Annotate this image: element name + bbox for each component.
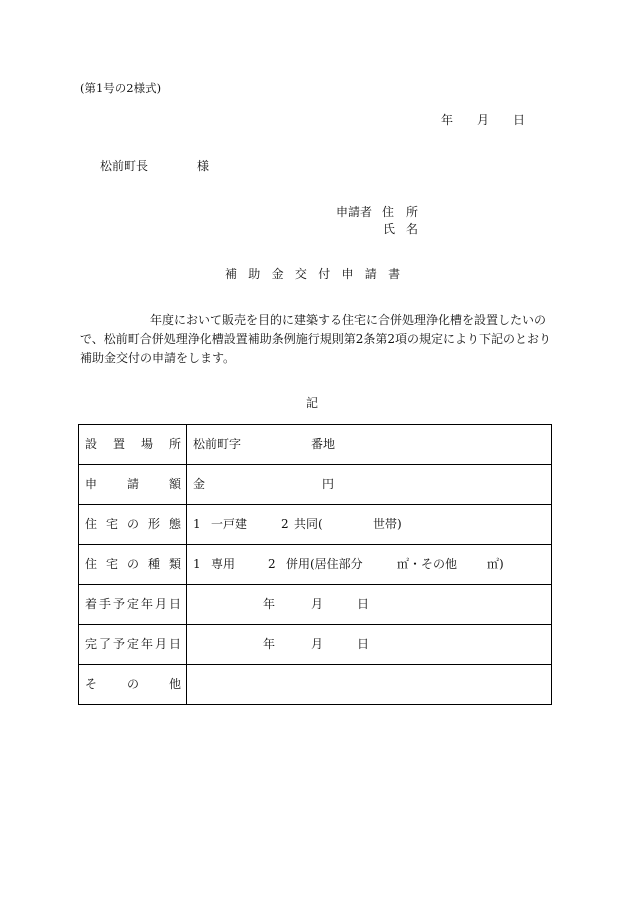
row-label-housing-type: 住宅の種類 bbox=[79, 545, 187, 584]
table-row bbox=[79, 665, 551, 704]
applicant-label: 申請者 bbox=[336, 205, 373, 219]
date-month-label: 月 bbox=[477, 113, 490, 127]
day-label: 日 bbox=[357, 597, 370, 611]
table-row bbox=[79, 425, 551, 465]
location-suffix: 番地 bbox=[311, 437, 336, 451]
location-prefix: 松前町字 bbox=[193, 437, 242, 451]
other-area-unit: ㎡) bbox=[487, 557, 504, 571]
option-detached-house: 一戸建 bbox=[211, 517, 248, 531]
installation-location-field bbox=[187, 425, 551, 464]
row-label-completion-date: 完了予定年月日 bbox=[79, 625, 187, 664]
body-text-line: 補助金交付の申請をします。 bbox=[80, 351, 236, 365]
document-title: 補助金交付申請書 bbox=[225, 267, 412, 281]
option-number: 1 bbox=[193, 557, 201, 571]
option-exclusive-use: 専用 bbox=[211, 557, 236, 571]
completion-date-field bbox=[187, 625, 551, 664]
form-number: (第1号の2様式) bbox=[80, 81, 162, 95]
other-field bbox=[187, 665, 551, 704]
row-label-other: その他 bbox=[79, 665, 187, 704]
amount-prefix: 金 bbox=[193, 477, 206, 491]
option-shared-house: 共同( bbox=[294, 517, 323, 531]
households-unit: 世帯) bbox=[373, 517, 402, 531]
housing-type-field bbox=[187, 545, 551, 584]
row-label-housing-form: 住宅の形態 bbox=[79, 505, 187, 544]
addressee-honorific: 様 bbox=[197, 159, 210, 173]
option-number: 2 bbox=[281, 517, 289, 531]
amount-unit: 円 bbox=[322, 477, 335, 491]
year-label: 年 bbox=[263, 597, 276, 611]
note-heading: 記 bbox=[306, 396, 319, 410]
requested-amount-field bbox=[187, 465, 551, 504]
row-label-start-date: 着手予定年月日 bbox=[79, 585, 187, 624]
body-text-line: 年度において販売を目的に建築する住宅に合併処理浄化槽を設置したいの bbox=[150, 313, 547, 327]
addressee-name: 松前町長 bbox=[100, 159, 149, 173]
year-label: 年 bbox=[263, 637, 276, 651]
month-label: 月 bbox=[311, 637, 324, 651]
option-mixed-use: 併用(居住部分 bbox=[286, 557, 363, 571]
housing-form-field bbox=[187, 505, 551, 544]
table-row bbox=[79, 545, 551, 585]
day-label: 日 bbox=[357, 637, 370, 651]
date-year-label: 年 bbox=[441, 113, 454, 127]
date-day-label: 日 bbox=[513, 113, 526, 127]
applicant-name-label: 氏名 bbox=[383, 222, 430, 236]
table-row bbox=[79, 465, 551, 505]
option-number: 2 bbox=[268, 557, 276, 571]
body-text-line: で、松前町合併処理浄化槽設置補助条例施行規則第2条第2項の規定により下記のとおり bbox=[80, 332, 552, 346]
table-row bbox=[79, 625, 551, 665]
detail-table bbox=[78, 424, 552, 705]
applicant-address-label: 住所 bbox=[382, 205, 431, 219]
row-label-requested-amount: 申請額 bbox=[79, 465, 187, 504]
option-number: 1 bbox=[193, 517, 201, 531]
table-row bbox=[79, 505, 551, 545]
month-label: 月 bbox=[311, 597, 324, 611]
row-label-installation-location: 設置場所 bbox=[79, 425, 187, 464]
table-row bbox=[79, 585, 551, 625]
residential-area-unit: ㎡・その他 bbox=[397, 557, 458, 571]
start-date-field bbox=[187, 585, 551, 624]
